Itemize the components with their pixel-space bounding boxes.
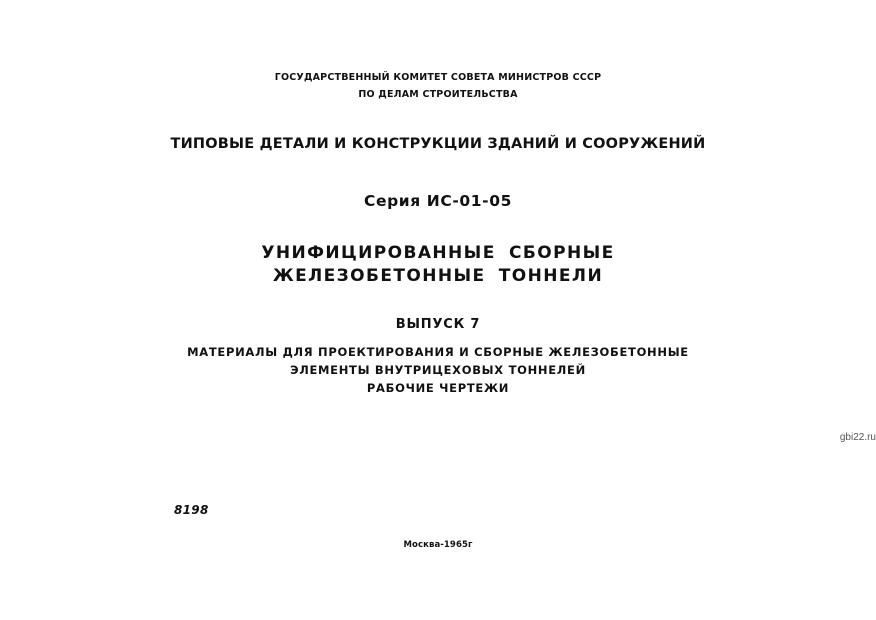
committee-name-line-1: ГОСУДАРСТВЕННЫЙ КОМИТЕТ СОВЕТА МИНИСТРОВ СССР: [274, 72, 602, 83]
committee-name-line-2: ПО ДЕЛАМ СТРОИТЕЛЬСТВА: [358, 89, 518, 100]
subtitle-line-2: ЭЛЕМЕНТЫ ВНУТРИЦЕХОВЫХ ТОННЕЛЕЙ: [290, 363, 586, 377]
issue-number: ВЫПУСК 7: [395, 317, 481, 332]
main-title-line-2: ЖЕЛЕЗОБЕТОННЫЕ ТОННЕЛИ: [272, 266, 604, 286]
series-title: ТИПОВЫЕ ДЕТАЛИ И КОНСТРУКЦИИ ЗДАНИЙ И СООРУЖЕНИЙ: [170, 136, 706, 152]
series-number: Серия ИС-01-05: [364, 192, 512, 210]
subtitle-line-1: МАТЕРИАЛЫ ДЛЯ ПРОЕКТИРОВАНИЯ И СБОРНЫЕ ЖЕЛЕЗОБЕТОННЫЕ: [187, 345, 689, 359]
main-title-line-1: УНИФИЦИРОВАННЫЕ СБОРНЫЕ: [261, 243, 615, 263]
subtitle-line-3: РАБОЧИЕ ЧЕРТЕЖИ: [366, 381, 510, 395]
publication-imprint: Москва-1965г: [403, 540, 473, 550]
catalog-code: 8198: [174, 503, 209, 517]
website-watermark: gbi22.ru: [839, 432, 876, 443]
